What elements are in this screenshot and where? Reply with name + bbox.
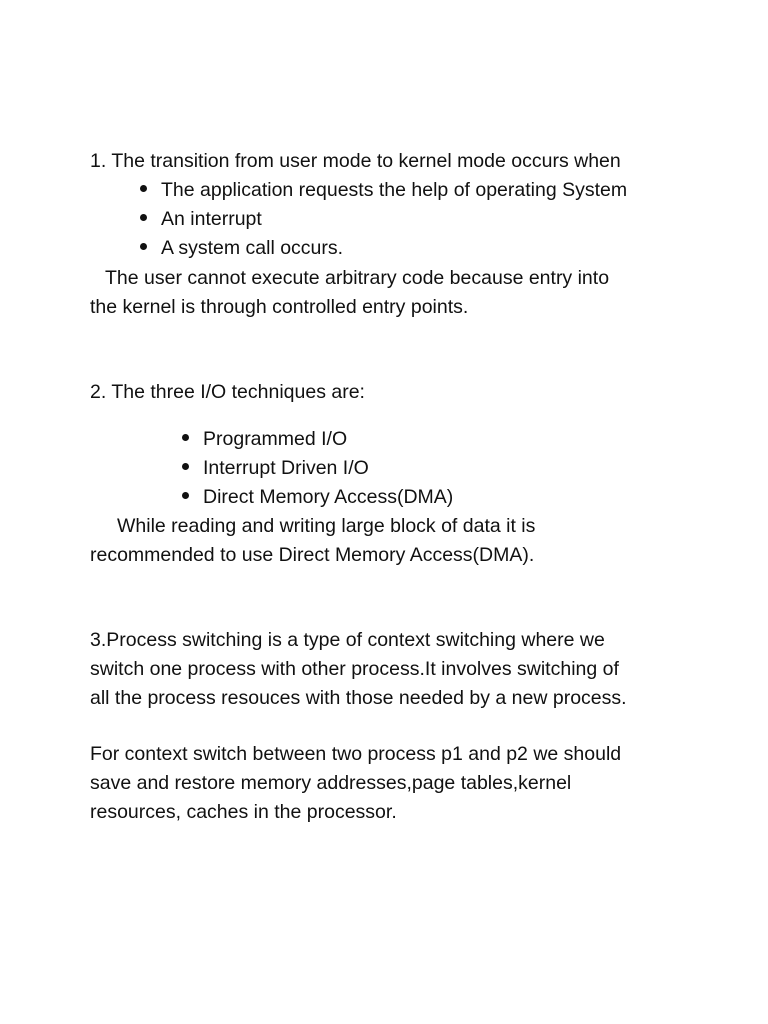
bullet-icon	[182, 463, 189, 470]
section2-paragraph-line: recommended to use Direct Memory Access(DMA).	[90, 544, 535, 566]
section2-bullet-text: Programmed I/O	[203, 428, 348, 450]
section1-bullet-text: An interrupt	[161, 208, 262, 230]
section2-paragraph-line: While reading and writing large block of data it is	[117, 515, 536, 537]
section1-bullet-item	[140, 205, 262, 234]
section2-bullet-item	[182, 454, 369, 483]
section3-line: 3.Process switching is a type of context switching where we	[90, 629, 605, 651]
bullet-icon	[140, 185, 147, 192]
bullet-icon	[140, 214, 147, 221]
bullet-icon	[182, 434, 189, 441]
bullet-icon	[140, 243, 147, 250]
section1-bullet-text: The application requests the help of operating System	[161, 179, 628, 201]
section3-line: switch one process with other process.It involves switching of	[90, 658, 619, 680]
section1-bullet-item	[140, 234, 343, 263]
bullet-icon	[182, 492, 189, 499]
section3-paragraph-line: save and restore memory addresses,page tables,kernel	[90, 772, 572, 794]
section2-bullet-text: Interrupt Driven I/O	[203, 457, 369, 479]
section1-bullet-text: A system call occurs.	[161, 237, 344, 259]
section3-paragraph-line: resources, caches in the processor.	[90, 801, 397, 823]
section2-bullet-item	[182, 483, 453, 512]
section1-paragraph-line: The user cannot execute arbitrary code because entry into	[105, 267, 610, 289]
section1-paragraph-line: the kernel is through controlled entry points.	[90, 296, 469, 318]
section2-bullet-text: Direct Memory Access(DMA)	[203, 486, 454, 508]
section1-heading: 1. The transition from user mode to kernel mode occurs when	[90, 150, 621, 172]
section3-paragraph-line: For context switch between two process p1 and p2 we should	[90, 743, 622, 765]
section1-bullet-item	[140, 176, 627, 205]
section2-heading: 2. The three I/O techniques are:	[90, 381, 365, 403]
section3-line: all the process resouces with those needed by a new process.	[90, 687, 627, 709]
section2-bullet-item	[182, 425, 347, 454]
